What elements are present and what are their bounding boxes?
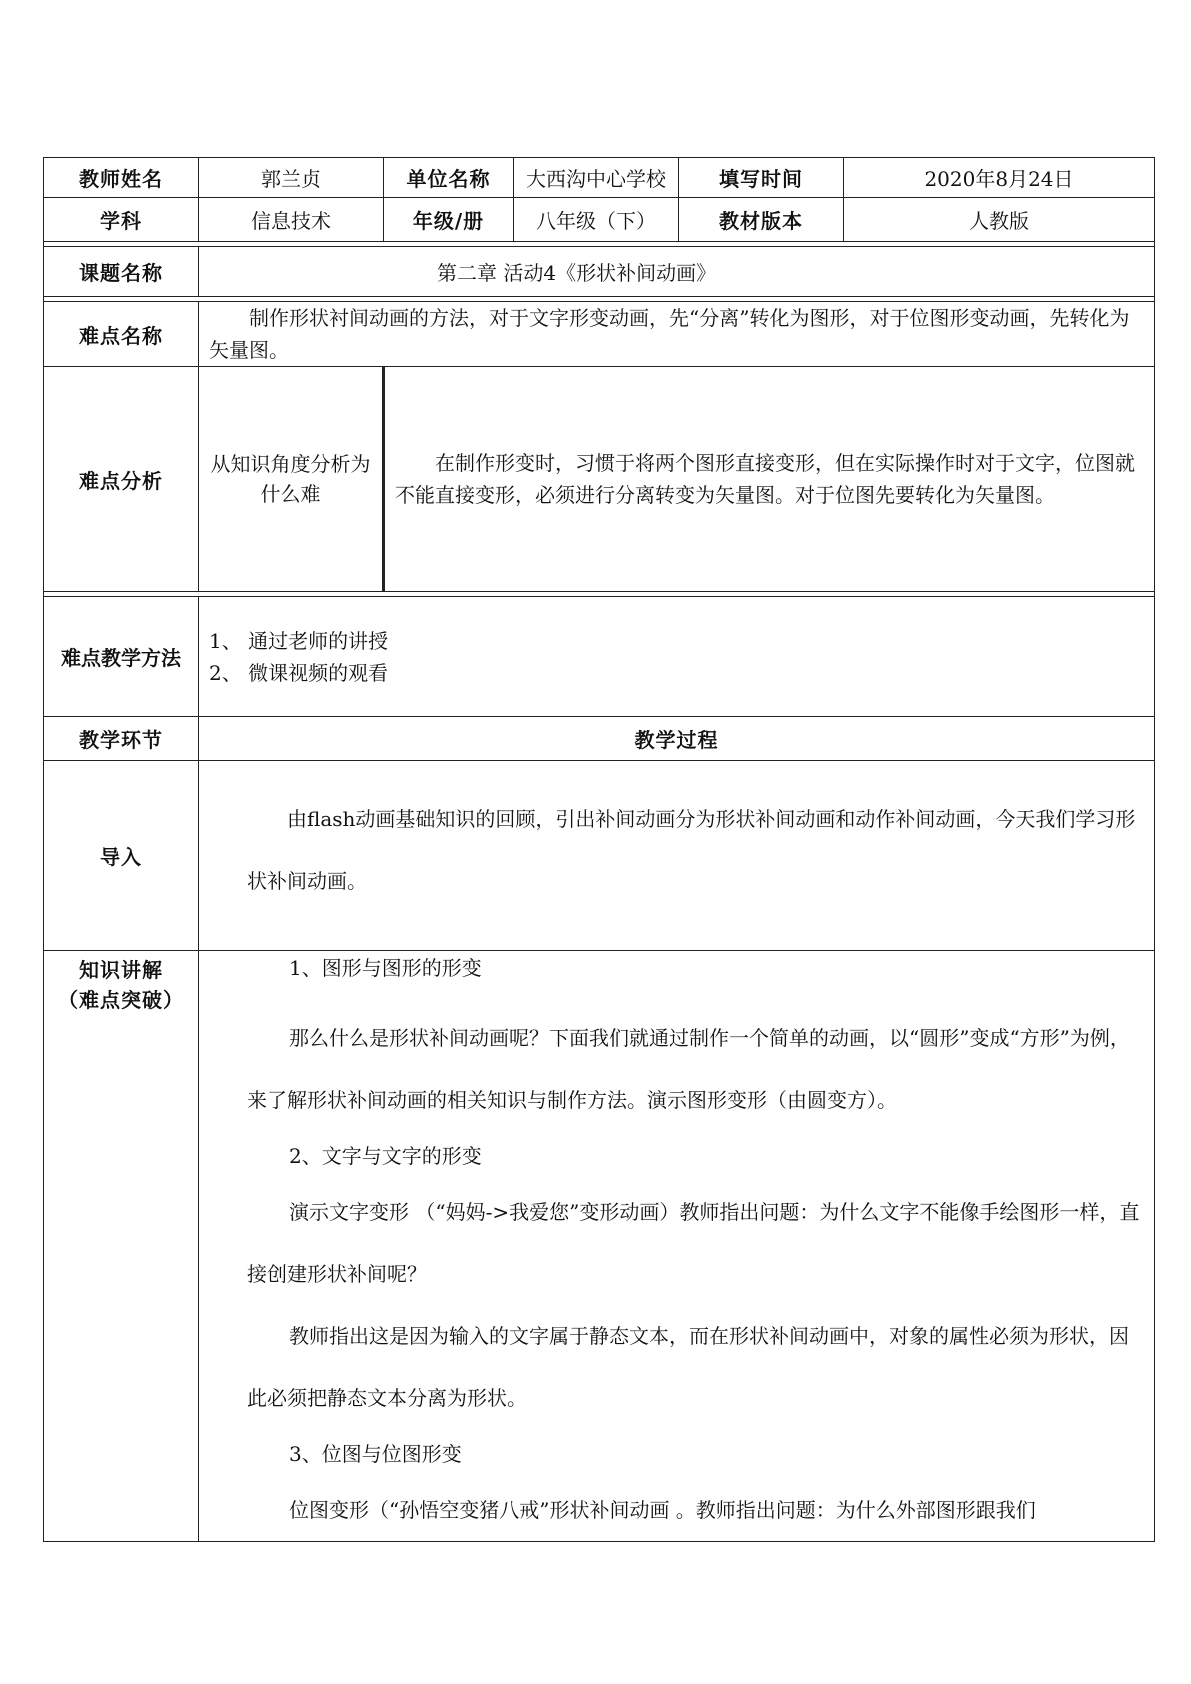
teacher-name-value: 郭兰贞 xyxy=(199,158,384,198)
knowledge-heading-1: 1、图形与图形的形变 xyxy=(289,956,482,980)
unit-name-value: 大西沟中心学校 xyxy=(514,158,679,198)
knowledge-sub-label: （难点突破） xyxy=(58,988,184,1012)
topic-row xyxy=(44,247,1155,297)
method-item: 2、 微课视频的观看 xyxy=(209,660,389,685)
lesson-plan-table xyxy=(43,157,1155,1542)
method-item: 1、 通过老师的讲授 xyxy=(209,628,389,653)
analysis-sub-cell xyxy=(199,367,384,592)
intro-row xyxy=(44,761,1155,951)
knowledge-label-cell xyxy=(44,951,199,1542)
knowledge-paragraph: 演示文字变形 （“妈妈->我爱您”变形动画）教师指出问题：为什么文字不能像手绘图形一样，直接创建形状补间呢？ xyxy=(247,1200,1140,1286)
analysis-row xyxy=(44,367,1155,592)
intro-label: 导入 xyxy=(44,761,199,951)
grade-value: 八年级（下） xyxy=(514,198,679,242)
subject-label: 学科 xyxy=(44,198,199,242)
intro-cell xyxy=(199,761,1155,951)
method-list xyxy=(199,625,1154,689)
topic-label: 课题名称 xyxy=(44,247,199,297)
process-label: 教学过程 xyxy=(199,717,1155,761)
topic-text: 第二章 活动4《形状补间动画》 xyxy=(437,261,717,285)
knowledge-heading-3: 3、位图与位图形变 xyxy=(289,1442,462,1466)
process-header-row xyxy=(44,717,1155,761)
difficulty-cell xyxy=(199,302,1155,367)
topic-value xyxy=(199,247,1155,297)
knowledge-heading-2: 2、文字与文字的形变 xyxy=(289,1144,482,1168)
edition-value: 人教版 xyxy=(844,198,1155,242)
difficulty-label: 难点名称 xyxy=(44,302,199,367)
teacher-name-label: 教师姓名 xyxy=(44,158,199,198)
intro-text: 由flash动画基础知识的回顾，引出补间动画分为形状补间动画和动作补间动画，今天我们学习形状补间动画。 xyxy=(247,806,1136,893)
analysis-sub-label: 从知识角度分析为什么难 xyxy=(210,452,371,506)
grade-label: 年级/册 xyxy=(384,198,514,242)
fill-date-label: 填写时间 xyxy=(679,158,844,198)
knowledge-row xyxy=(44,951,1155,1542)
knowledge-paragraph: 教师指出这是因为输入的文字属于静态文本，而在形状补间动画中，对象的属性必须为形状，因此必须把静态文本分离为形状。 xyxy=(247,1324,1129,1410)
analysis-cell xyxy=(384,367,1155,592)
difficulty-text: 制作形状衬间动画的方法，对于文字形变动画，先“分离”转化为图形，对于位图形变动画，先转化为矢量图。 xyxy=(209,306,1130,362)
method-label: 难点教学方法 xyxy=(44,597,199,717)
lesson-plan-document xyxy=(43,157,1154,1522)
fill-date-value: 2020年8月24日 xyxy=(844,158,1155,198)
subject-value: 信息技术 xyxy=(199,198,384,242)
analysis-text: 在制作形变时，习惯于将两个图形直接变形，但在实际操作时对于文字，位图就不能直接变形，必须进行分离转变为矢量图。对于位图先要转化为矢量图。 xyxy=(395,451,1135,507)
header-row-1 xyxy=(44,158,1155,198)
method-row xyxy=(44,597,1155,717)
unit-name-label: 单位名称 xyxy=(384,158,514,198)
knowledge-paragraph: 那么什么是形状补间动画呢？下面我们就通过制作一个简单的动画，以“圆形”变成“方形”为例，来了解形状补间动画的相关知识与制作方法。演示图形变形（由圆变方）。 xyxy=(247,1026,1130,1112)
difficulty-row xyxy=(44,302,1155,367)
knowledge-cell xyxy=(199,951,1155,1542)
process-stage-label: 教学环节 xyxy=(44,717,199,761)
knowledge-label: 知识讲解 xyxy=(79,958,163,982)
edition-label: 教材版本 xyxy=(679,198,844,242)
method-cell xyxy=(199,597,1155,717)
header-row-2 xyxy=(44,198,1155,242)
knowledge-paragraph: 位图变形（“孙悟空变猪八戒”形状补间动画 。教师指出问题：为什么外部图形跟我们 xyxy=(289,1498,1036,1522)
knowledge-content xyxy=(199,951,1154,1541)
analysis-label: 难点分析 xyxy=(44,367,199,592)
